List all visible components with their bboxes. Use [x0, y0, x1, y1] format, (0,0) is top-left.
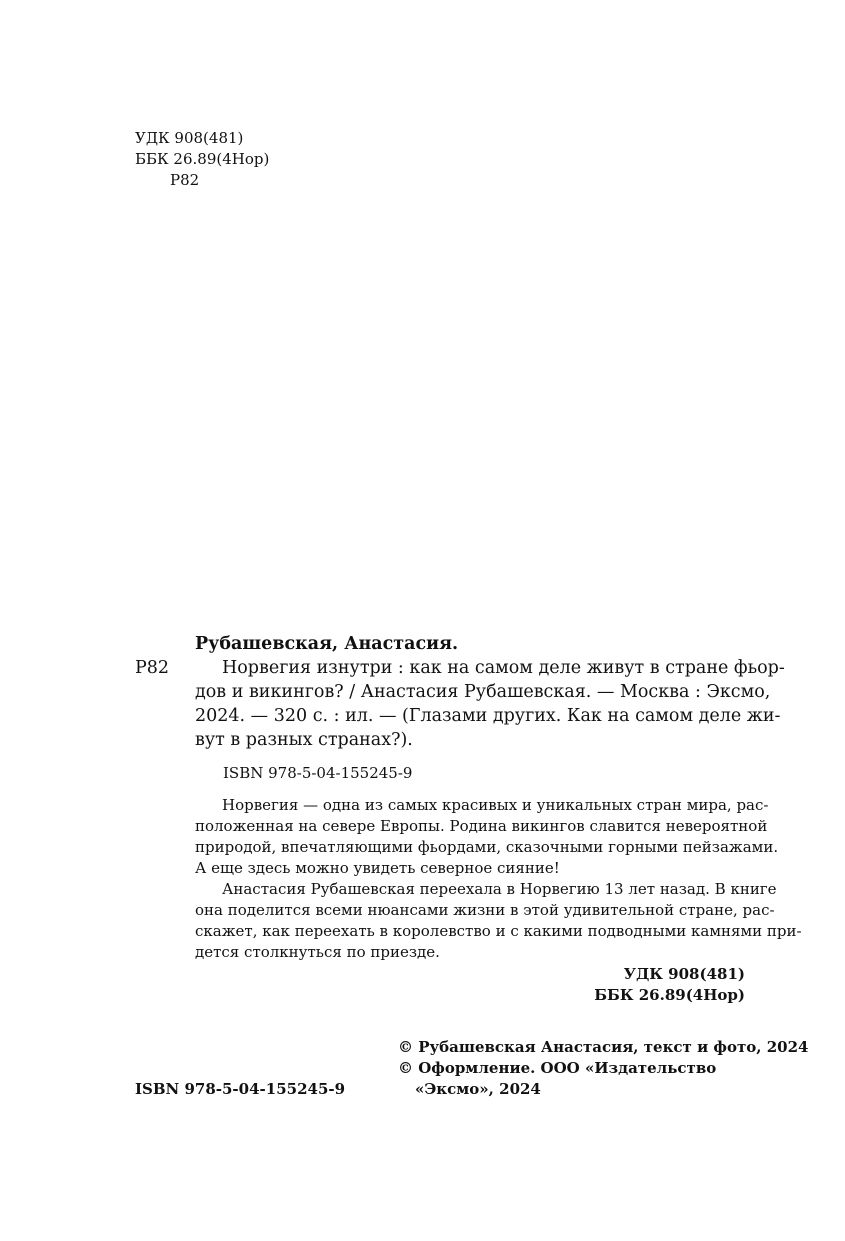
- entry-description: [195, 656, 785, 752]
- copyright-line: © Оформление. ООО «Издательство: [398, 1059, 717, 1077]
- annotation-line: дется столкнуться по приезде.: [195, 943, 440, 961]
- annotation: [195, 795, 802, 963]
- description-line: 2024. — 320 с. : ил. — (Глазами других. Как на самом деле жи-: [195, 706, 781, 726]
- bottom-isbn: ISBN 978-5-04-155245-9: [135, 1080, 346, 1098]
- copyright-block: [398, 1037, 808, 1100]
- top-udk: УДК 908(481): [135, 129, 244, 147]
- annotation-line: Норвегия — одна из самых красивых и уникальных стран мира, рас-: [222, 796, 769, 814]
- annotation-line: А еще здесь можно увидеть северное сияние!: [195, 859, 560, 877]
- bottom-udk: УДК 908(481): [623, 965, 745, 983]
- annotation-line: скажет, как переехать в королевство и с какими подводными камнями при-: [195, 922, 802, 940]
- annotation-line: Анастасия Рубашевская переехала в Норвегию 13 лет назад. В книге: [222, 880, 777, 898]
- annotation-line: она поделится всеми нюансами жизни в этой удивительной стране, рас-: [195, 901, 775, 919]
- top-codes: [135, 128, 269, 191]
- bottom-bbk: ББК 26.89(4Нор): [594, 986, 745, 1004]
- copyright-line: «Эксмо», 2024: [415, 1080, 541, 1098]
- description-line: вут в разных странах?).: [195, 730, 413, 750]
- description-line: Норвегия изнутри : как на самом деле живут в стране фьор-: [222, 658, 785, 678]
- description-line: дов и викингов? / Анастасия Рубашевская. — Москва : Эксмо,: [195, 682, 771, 702]
- annotation-line: природой, впечатляющими фьордами, сказочными горными пейзажами.: [195, 838, 779, 856]
- top-author-mark: Р82: [170, 171, 200, 189]
- top-bbk: ББК 26.89(4Нор): [135, 150, 270, 168]
- author-heading: Рубашевская, Анастасия.: [195, 634, 459, 654]
- entry-isbn: ISBN 978-5-04-155245-9: [223, 764, 413, 782]
- annotation-line: положенная на севере Европы. Родина викингов славится невероятной: [195, 817, 768, 835]
- copyright-line: © Рубашевская Анастасия, текст и фото, 2024: [398, 1038, 809, 1056]
- bottom-codes: [594, 964, 745, 1006]
- entry-author-mark: Р82: [135, 658, 170, 678]
